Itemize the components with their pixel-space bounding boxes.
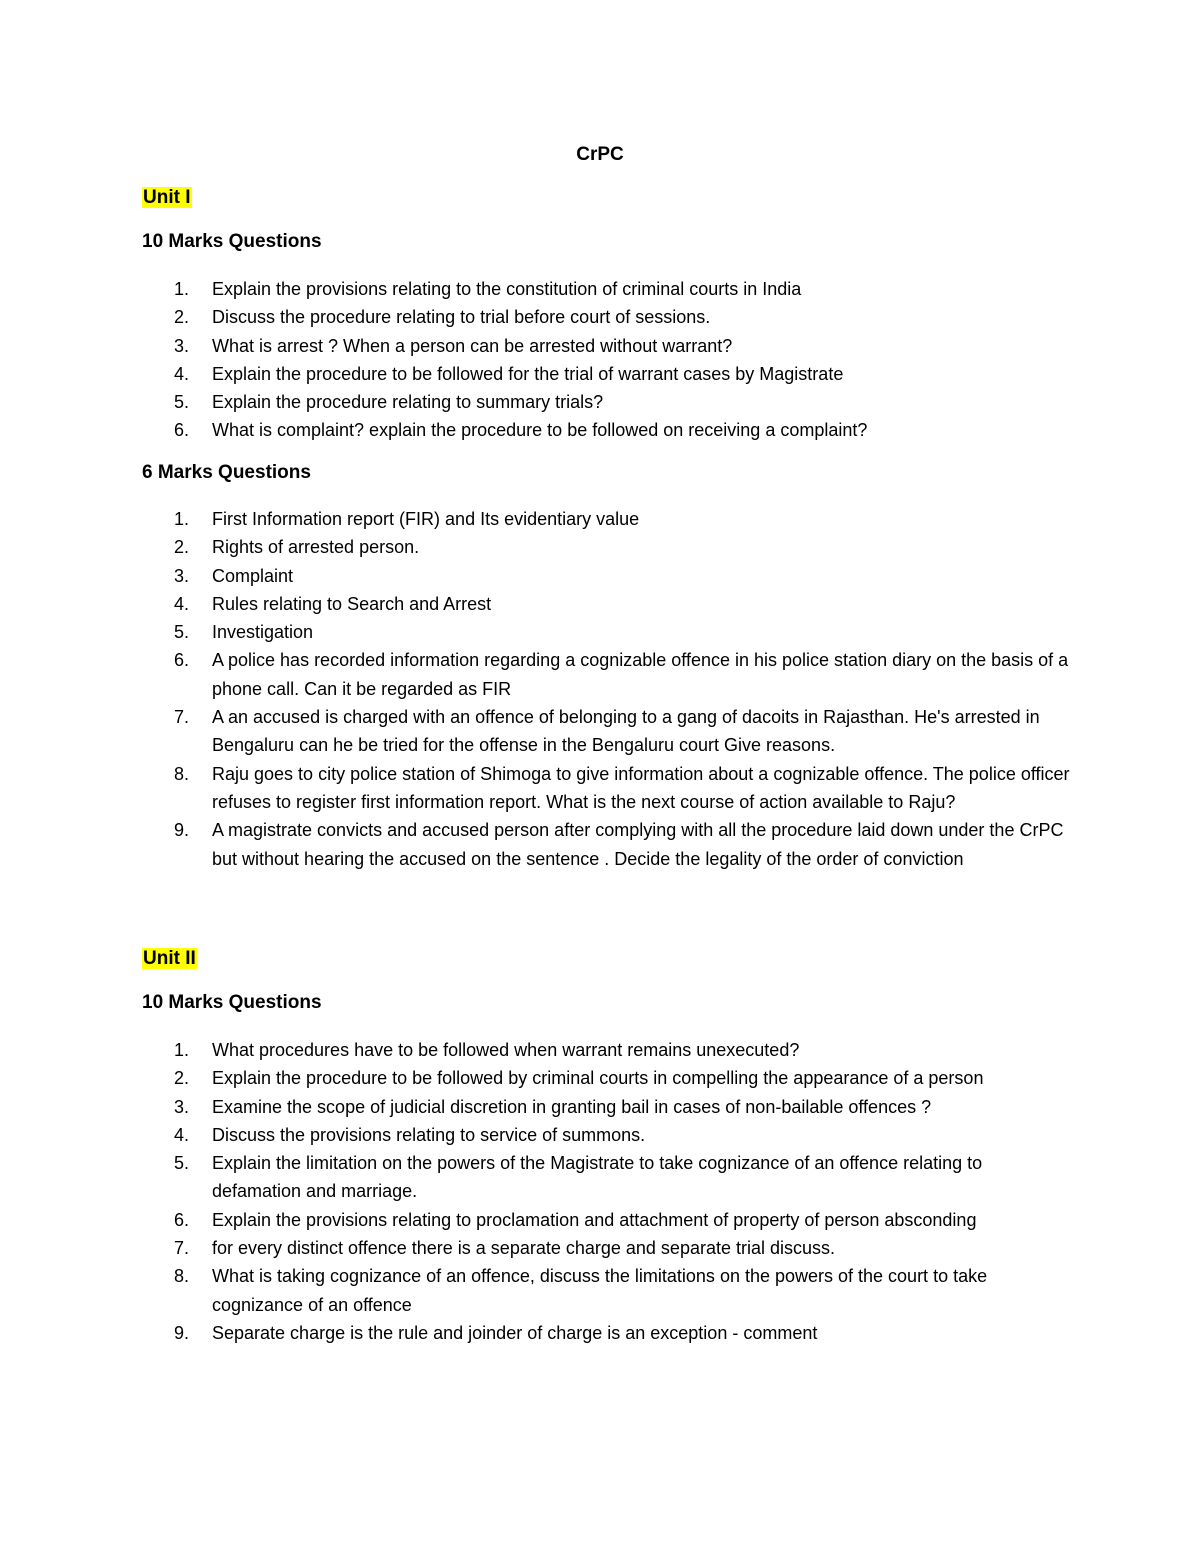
question-text: Discuss the provisions relating to service of summons.	[212, 1124, 646, 1145]
question-number: 5.	[174, 622, 190, 643]
question-number: 3.	[174, 335, 190, 356]
question-text: Explain the provisions relating to proclamation and attachment of property of person absconding	[212, 1209, 977, 1230]
question-item	[0, 1234, 1072, 1262]
question-item	[0, 590, 1072, 618]
question-number: 1.	[174, 509, 190, 529]
question-item	[0, 332, 1072, 360]
question-item	[0, 562, 1072, 590]
unit-1-6-marks-question-list	[0, 505, 1200, 873]
question-text: First Information report (FIR) and Its evidentiary value	[212, 509, 640, 529]
document-title: CrPC	[576, 144, 624, 165]
question-item	[0, 360, 1072, 388]
unit-1-section-6-marks-heading: 6 Marks Questions	[142, 462, 311, 483]
question-number: 9.	[174, 820, 190, 841]
question-item	[0, 1036, 1072, 1064]
unit-1-heading	[142, 186, 192, 210]
question-text: A magistrate convicts and accused person after complying with all the procedure laid down under the CrPC but without hearing the accused on the sentence . Decide the legality of the order of conviction	[212, 820, 1064, 869]
question-item	[0, 1064, 1072, 1092]
question-text: Explain the provisions relating to the constitution of criminal courts in India	[212, 279, 802, 299]
question-number: 6.	[174, 420, 190, 441]
question-number: 4.	[174, 593, 190, 614]
question-number: 3.	[174, 565, 190, 586]
question-item	[0, 303, 1072, 331]
question-item	[0, 618, 1072, 646]
question-item	[0, 1262, 1072, 1319]
question-text: Investigation	[212, 622, 314, 643]
unit-1-heading-text: Unit I	[143, 187, 191, 208]
unit-2-10-marks-question-list	[0, 1036, 1200, 1347]
unit-2-heading	[142, 947, 197, 971]
question-item	[0, 1149, 1072, 1206]
unit-1-10-marks-question-list	[0, 275, 1200, 445]
question-number: 6.	[174, 650, 190, 671]
unit-1-section-10-marks-heading: 10 Marks Questions	[142, 231, 322, 252]
question-item	[0, 1093, 1072, 1121]
question-number: 8.	[174, 1266, 190, 1287]
question-text: Rights of arrested person.	[212, 537, 420, 558]
question-item	[0, 533, 1072, 561]
question-number: 2.	[174, 537, 190, 558]
question-number: 7.	[174, 707, 190, 728]
question-item	[0, 703, 1072, 760]
question-text: Complaint	[212, 565, 294, 586]
question-text: What is complaint? explain the procedure to be followed on receiving a complaint?	[212, 420, 868, 441]
question-text: A an accused is charged with an offence of belonging to a gang of dacoits in Rajasthan. He's arrested in Bengaluru can he be tried for the offense in the Bengaluru court Give reasons.	[212, 707, 1040, 756]
question-item	[0, 760, 1072, 817]
unit-2-heading-text: Unit II	[143, 948, 196, 969]
question-number: 6.	[174, 1209, 190, 1230]
question-item	[0, 388, 1072, 416]
question-number: 5.	[174, 1153, 190, 1174]
question-text: What procedures have to be followed when warrant remains unexecuted?	[212, 1040, 800, 1060]
question-item	[0, 1121, 1072, 1149]
question-number: 2.	[174, 307, 190, 328]
question-number: 4.	[174, 1124, 190, 1145]
question-item	[0, 646, 1072, 703]
question-text: Examine the scope of judicial discretion in granting bail in cases of non-bailable offences ?	[212, 1096, 932, 1117]
question-number: 3.	[174, 1096, 190, 1117]
question-number: 8.	[174, 763, 190, 784]
question-number: 4.	[174, 363, 190, 384]
question-text: Discuss the procedure relating to trial before court of sessions.	[212, 307, 711, 328]
question-text: What is arrest ? When a person can be arrested without warrant?	[212, 335, 733, 356]
question-text: A police has recorded information regarding a cognizable offence in his police station diary on the basis of a phone call. Can it be regarded as FIR	[212, 650, 1069, 699]
question-number: 7.	[174, 1238, 190, 1259]
question-text: Raju goes to city police station of Shimoga to give information about a cognizable offence. The police officer refuses to register first information report. What is the next course of action available to Raju?	[212, 763, 1070, 812]
question-text: Explain the limitation on the powers of the Magistrate to take cognizance of an offence relating to defamation and marriage.	[212, 1153, 983, 1202]
question-number: 2.	[174, 1068, 190, 1089]
question-text: Separate charge is the rule and joinder of charge is an exception - comment	[212, 1322, 818, 1343]
question-item	[0, 1206, 1072, 1234]
question-text: What is taking cognizance of an offence, discuss the limitations on the powers of the court to take cognizance of an offence	[212, 1266, 988, 1315]
unit-2-section-10-marks-heading: 10 Marks Questions	[142, 992, 322, 1013]
question-number: 1.	[174, 1040, 190, 1060]
question-item	[0, 505, 1072, 533]
question-number: 5.	[174, 392, 190, 413]
question-item	[0, 816, 1072, 873]
question-text: for every distinct offence there is a separate charge and separate trial discuss.	[212, 1238, 836, 1259]
question-number: 9.	[174, 1322, 190, 1343]
question-text: Rules relating to Search and Arrest	[212, 593, 492, 614]
question-item	[0, 275, 1072, 303]
question-text: Explain the procedure to be followed for the trial of warrant cases by Magistrate	[212, 363, 844, 384]
question-item	[0, 1319, 1072, 1347]
question-number: 1.	[174, 279, 190, 299]
question-item	[0, 416, 1072, 444]
question-text: Explain the procedure to be followed by criminal courts in compelling the appearance of a person	[212, 1068, 984, 1089]
question-text: Explain the procedure relating to summary trials?	[212, 392, 604, 413]
